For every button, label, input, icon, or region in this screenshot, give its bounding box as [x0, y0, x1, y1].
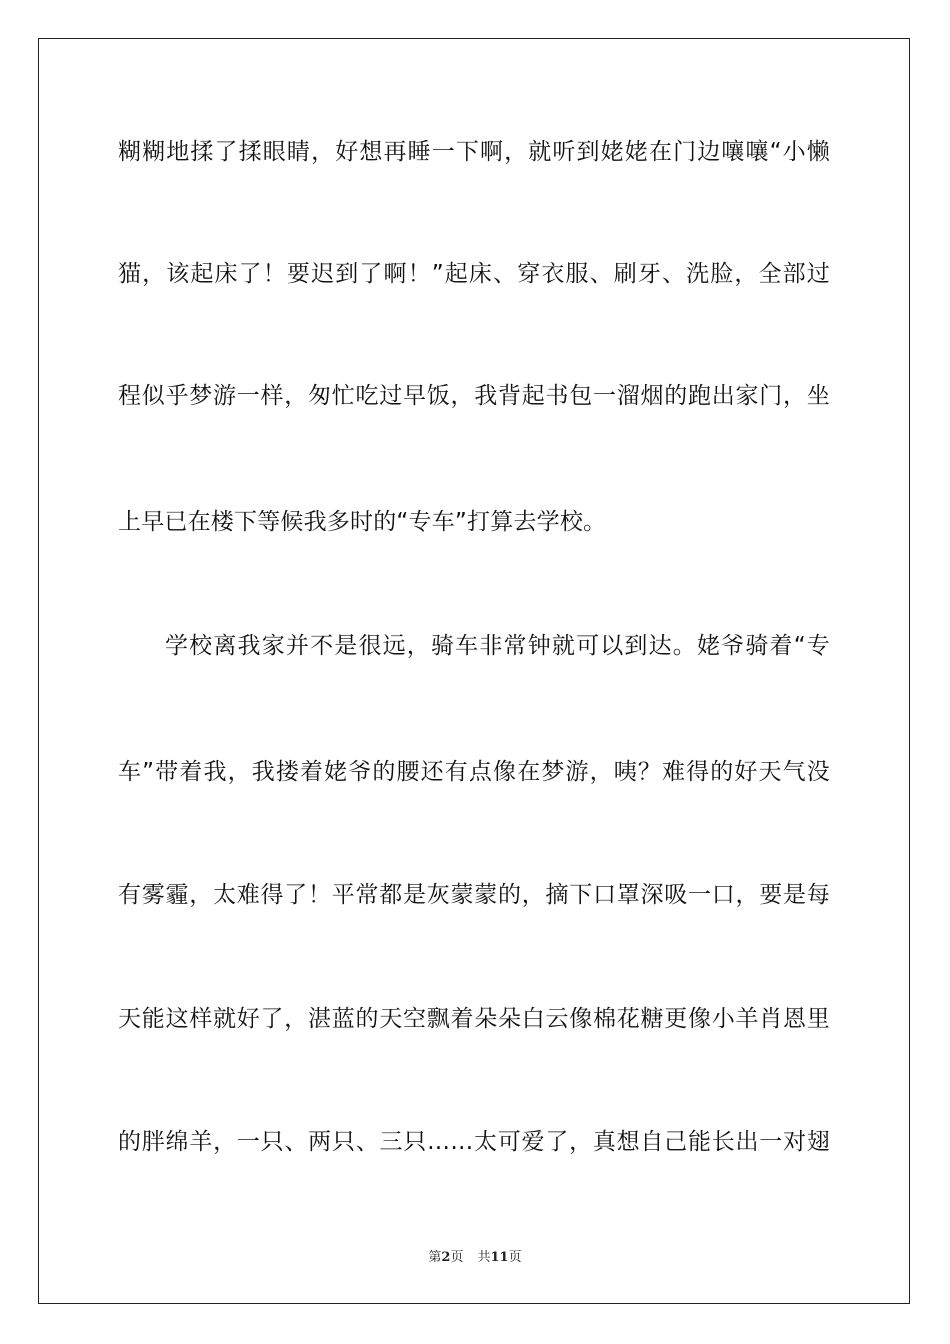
- paragraph-line-9: 的胖绵羊，一只、两只、三只……太可爱了，真想自己能长出一对翅: [118, 1129, 830, 1155]
- paragraph-line-1: 糊糊地揉了揉眼睛，好想再睡一下啊，就听到姥姥在门边嚷嚷“小懒: [118, 139, 830, 165]
- page-border: [38, 38, 910, 1304]
- paragraph-line-7: 有雾霾，太难得了！平常都是灰蒙蒙的，摘下口罩深吸一口，要是每: [118, 882, 830, 908]
- paragraph-line-3: 程似乎梦游一样，匆忙吃过早饭，我背起书包一溜烟的跑出家门，坐: [118, 383, 830, 409]
- paragraph-line-4: 上早已在楼下等候我多时的“专车”打算去学校。: [118, 509, 607, 535]
- page-number: 2: [441, 1250, 451, 1265]
- paragraph-line-8: 天能这样就好了，湛蓝的天空飘着朵朵白云像棉花糖更像小羊肖恩里: [118, 1006, 830, 1032]
- total-suffix: 页: [508, 1250, 522, 1265]
- paragraph-line-5: 学校离我家并不是很远，骑车非常钟就可以到达。姥爷骑着“专: [165, 633, 830, 659]
- page-footer: [0, 1246, 950, 1265]
- paragraph-line-6: 车”带着我，我搂着姥爷的腰还有点像在梦游，咦？难得的好天气没: [118, 759, 830, 785]
- total-pages: 11: [490, 1250, 509, 1265]
- page-suffix: 页: [450, 1250, 464, 1265]
- paragraph-line-2: 猫，该起床了！要迟到了啊！”起床、穿衣服、刷牙、洗脸，全部过: [118, 261, 830, 287]
- page-prefix: 第: [428, 1250, 442, 1265]
- total-prefix: 共: [477, 1250, 491, 1265]
